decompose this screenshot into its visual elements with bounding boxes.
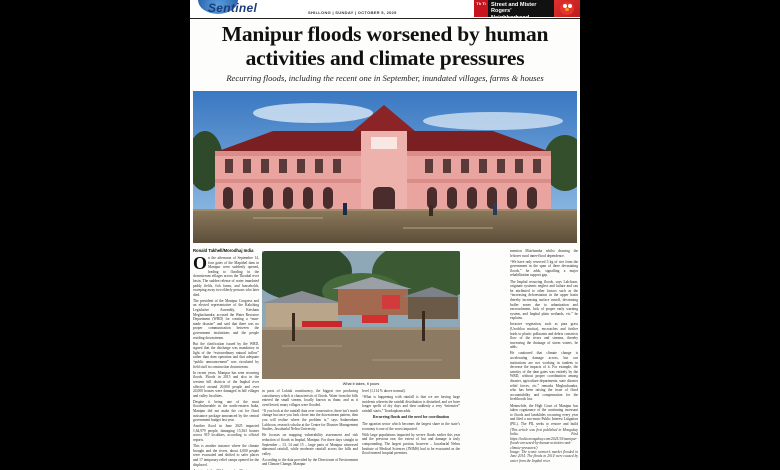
- image-credit: Image: The iconic women’s market flooded in June 2014. The floods in 2014 were caused by water from the Imphal river.: [510, 450, 578, 463]
- article-headline: Manipur floods worsened by human activities and climate pressures: [221, 22, 549, 70]
- article-column-4: [510, 249, 578, 427]
- article-column-1: [193, 256, 259, 470]
- promo-character-image: [554, 0, 580, 17]
- article-subhead: Recurring floods, including the recent one in September, inundated villages, farms & houses: [226, 73, 544, 83]
- section-heading: Recurring floods and the need for coordination: [372, 415, 450, 420]
- article-paragraph: Meanwhile, the High Court of Manipur has taken cognizance of the continuing incessant to floods and landslides occurring every year and filed a suo-moto Public Interest Litigation (PIL). The PIL seeks to restore and build: [510, 403, 578, 426]
- article-paragraph: He focuses on mapping vulnerability assessment and risk reduction of floods in Imphal, Manipur. For three days straight in September – 13, 14 and 15 – large parts of Manipur witnessed abnormal rainfall, while moderate rainfall across the hills and valley.: [262, 433, 358, 456]
- article-paragraph: The agrarian sector which becomes the largest share in the state’s economy is one of the worst impacted.: [362, 422, 460, 431]
- promo-line: Rogers': [491, 8, 512, 15]
- masthead: [190, 0, 580, 18]
- publication-note: [510, 428, 578, 463]
- article-paragraph: Another flood in June 2025 impacted 1,64,979 people, damaging 15,363 houses across 919 localities, according to official reports.: [193, 424, 259, 443]
- article-paragraph: He cautioned that climate change is accelerating damage across, but our institutions are not working in tandem to decrease the impacts of it. For example, the sanctity of the dam gates was entirely by the WRD, without proper coordination among disaster, agriculture departments, state disaster relief forces, etc.” remarks Meghachandra, who has been raising the issue of flood accountability and compensation for the livelihoods lost.: [510, 351, 578, 402]
- dateline: SHILLONG | SUNDAY | OCTOBER 5, 2025: [308, 10, 397, 15]
- article-column-2: [262, 389, 358, 470]
- article-column-3: [362, 389, 460, 470]
- article-paragraph: Invasive vegetation, such as para grass (Urochloa mutica), encroaches and further leads to plastic pollutants and debris constricts flow of the rivers and streams, thereby increasing the drainage of storm waters, he adds.: [510, 322, 578, 350]
- article-paragraph: According to the data provided by the Directorate of Environment and Climate Change, Manipur: [262, 457, 358, 467]
- article-paragraph: With large populations impacted by severe floods earlier this year and the previous one, the extent of lost and damage is truly compounding. The largest portion, however – Jawaharlal Nehru Institute of Medical Sciences (JNIMS) had to be evacuated as the flood entered hospital premises.: [362, 432, 460, 456]
- masthead-rule: [190, 18, 580, 19]
- article-paragraph: The president of the Manipur Congress and an elected representative of the Kakching Legislative Assembly, Keisham Meghachandra, accused the Water Resource Department (WRD) for creating a “man-made disaster” and said that there was no proper communication between the government institutions and the people residing downstream.: [193, 298, 259, 340]
- newspaper-page: [190, 0, 580, 470]
- character-eye: [568, 4, 572, 8]
- article-paragraph: Despite it being one of the most floodvulnerable in the north-eastern India, Manipur did not make the cut for flood assistance package announced by the central government budget last year.: [193, 399, 259, 423]
- article-paragraph: in parts of Loktak constituency, the biggest rice producing constituency which is characteristic of floods. Water from the hills entered the small stream, locally known as thanr, and as it overflowed, many villages were flooded.: [262, 389, 358, 407]
- article-paragraph: level (1,114 % above normal).: [362, 389, 406, 393]
- article-paragraph: On the afternoon of September 14, four gates of the Mapithel dam in Manipur were suddenly opened, leading to flooding in the downstream villages across the Thoubal river basin. The sudden release of water inundated paddy fields, fish farms, and households, sweeping away two elderly persons who later died.: [193, 256, 259, 297]
- note-text: (This article was first published in Mongabay India. Find https://india.mongabay.com/2025/10/manipur-floods-worsened-by-human-activities-and-climate-pressures/): [510, 428, 578, 450]
- article-paragraph: This is another instance where the climate brought and the rivers, about 4,000 people were evacuated and shifted to safer places and 17 temporary relief camps opened for the displaced.: [193, 444, 259, 467]
- article-byline: Ronald Takhell/Morodhaj India: [193, 248, 254, 253]
- article-paragraph: But the clarification issued by the WRD, signed that the discharge was mandatory in light of the “extraordinary natural inflow” rather than dam operation and that adequate “public announcement” was circulated by field staff in construction downstream.: [193, 341, 259, 369]
- article-paragraph: In recent years, Manipur has seen recurring floods. Floods in 2015 and also in the western hill districts of the Imphal river affected around 20,000 people and over 24,000 houses were damaged in hill villages and valley localities.: [193, 370, 259, 398]
- promo-banner: [488, 0, 554, 17]
- article-paragraph: “If you look at the rainfall data over consecutive, there isn’t much change but once you look closer into the downstream pattern, then you will realize where the problem is,” says Sadarenbam Lalchoon, research scholar at the Centre for Disaster Management Studies, Jawaharlal Nehru University.: [262, 408, 358, 432]
- promo-line: Street and Mister: [491, 2, 537, 8]
- main-photo: [193, 91, 577, 243]
- photo-caption: What it takes, it pours: [342, 382, 380, 386]
- masthead-logo: Sentinel: [208, 1, 258, 15]
- article-paragraph: “What is happening with rainfall is that we are having large incidents wherein the rainfall distribution is disturbed, and we have longer spells of dry days and then suddenly a very “intensive” rainfall starts,” Tronkopham adds.: [362, 395, 460, 413]
- inset-photo: [262, 251, 460, 379]
- article-paragraph: The Imphal recurring floods, says Lalchoon, originate systemic neglect and failure and can be attributed to other factors such as the “increasing deforestation in the upper basin thereby increasing surface runoff, decreasing buffer zones due to urbanization and encroachment, lack of proper early warning system, and Imphal plain wetlands, etc.” he explains.: [510, 279, 578, 321]
- article-paragraph: mention Moirbamba whilst drawing the leftover rural inner-flood dependence.: [510, 249, 578, 258]
- article-paragraph: “We have only reserved 3 kg of rice from the government in the span of three devastating floods,” he adds, signalling a major rehabilitation support gap.: [510, 259, 578, 278]
- promo-red-tag: Th Ti: [474, 0, 488, 17]
- character-nose: [565, 8, 569, 11]
- drop-cap: O: [193, 256, 208, 273]
